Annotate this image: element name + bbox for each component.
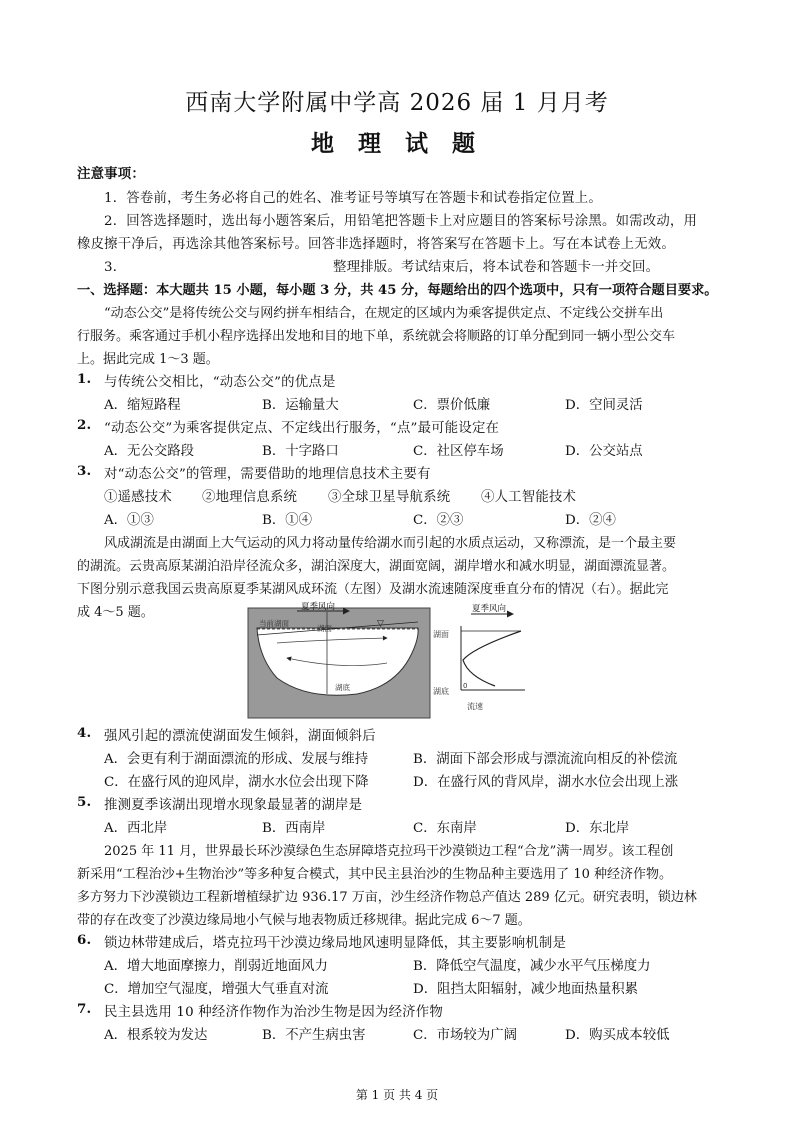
zero-label: 0 — [463, 682, 468, 690]
velocity-profile-diagram — [433, 598, 533, 714]
option-c[interactable]: C．在盛行风的迎风岸，湖水水位会出现下降 — [104, 775, 369, 790]
item-4: ④人工智能技术 — [481, 490, 577, 505]
water-level-symbol: ▽ — [377, 619, 384, 629]
notice-item: 橡皮擦干净后，再选涂其他答案标号。回答非选择题时，将答案写在答题卡上。写在本试卷上无效。 — [77, 237, 675, 252]
option-a[interactable]: A．会更有利于湖面漂流的形成、发展与维持 — [104, 752, 369, 767]
option-c[interactable]: C．②③ — [413, 513, 464, 528]
item-3: ③全球卫星导航系统 — [328, 490, 451, 505]
question-number: 5. — [77, 794, 92, 810]
option-d[interactable]: D．阻挡太阳辐射，减少地面热量积累 — [413, 982, 638, 997]
option-c[interactable]: C．东南岸 — [413, 821, 477, 836]
option-b[interactable]: B．西南岸 — [262, 821, 326, 836]
option-d[interactable]: D．公交站点 — [565, 444, 643, 459]
option-d[interactable]: D．在盛行风的背风岸，湖水水位会出现上涨 — [413, 775, 679, 790]
notice-item: 整理排版。考试结束后，将本试卷和答题卡一并交回。 — [333, 260, 660, 275]
wind-label: 夏季风向 — [472, 604, 507, 614]
item-2: ②地理信息系统 — [202, 490, 298, 505]
velocity-curve — [463, 631, 521, 686]
option-b[interactable]: B．运输量大 — [262, 398, 339, 413]
option-d[interactable]: D．②④ — [565, 513, 616, 528]
wind-label: 夏季风向 — [301, 602, 336, 612]
passage-line: 2025 年 11 月，世界最长环沙漠绿色生态屏障塔克拉玛干沙漠锁边工程“合龙”满一周岁。该工程创 — [104, 844, 674, 859]
notice-item: 3． — [104, 260, 127, 275]
option-a[interactable]: A．①③ — [104, 513, 154, 528]
question-stem: 与传统公交相比，“动态公交”的优点是 — [104, 375, 336, 390]
question-number: 1. — [77, 371, 92, 387]
notice-item: 1．答卷前，考生务必将自己的姓名、准考证号等填写在答题卡和试卷指定位置上。 — [104, 191, 602, 206]
option-c[interactable]: C．社区停车场 — [413, 444, 504, 459]
passage-line: 新采用“工程治沙+生物治沙”等多种复合模式，其中民主县治沙的生物品种主要选用了 10 种经济作物。 — [77, 867, 672, 882]
option-a[interactable]: A．增大地面摩擦力，削弱近地面风力 — [104, 959, 328, 974]
question-number: 4. — [77, 725, 92, 741]
question-number: 6. — [77, 932, 92, 948]
option-b[interactable]: B．降低空气温度，减少水平气压梯度力 — [413, 959, 651, 974]
question-stem: 锁边林带建成后，塔克拉玛干沙漠边缘局地风速明显降低，其主要影响机制是 — [104, 936, 567, 951]
option-b[interactable]: B．不产生病虫害 — [262, 1028, 366, 1043]
notice-item: 2．回答选择题时，选出每小题答案后，用铅笔把答题卡上对应题目的答案标号涂黑。如需改动，用 — [104, 214, 698, 229]
bottom-label: 湖底 — [433, 687, 449, 696]
option-d[interactable]: D．空间灵活 — [565, 398, 643, 413]
passage-line: 上。据此完成 1～3 题。 — [77, 352, 219, 367]
passage-line: 风成湖流是由湖面上大气运动的风力将动量传给湖水而引起的水质点运动，又称漂流，是一个最主要 — [104, 536, 677, 551]
passage-line: “动态公交”是将传统公交与网约拼车相结合，在规定的区域内为乘客提供定点、不定线公交拼车出 — [104, 306, 664, 321]
lake-circulation-diagram — [247, 598, 432, 720]
passage-line: 下图分别示意我国云贵高原夏季某湖风成环流（左图）及湖水流速随深度垂直分布的情况（右）。据此完 — [77, 582, 669, 597]
option-d[interactable]: D．东北岸 — [565, 821, 630, 836]
question-stem: 对“动态公交”的管理，需要借助的地理信息技术主要有 — [104, 467, 431, 482]
question-stem: 强风引起的漂流使湖面发生倾斜，湖面倾斜后 — [104, 729, 376, 744]
option-d[interactable]: D．购买成本较低 — [565, 1028, 670, 1043]
page-footer: 第 1 页 共 4 页 — [355, 1088, 439, 1102]
question-number: 7. — [77, 1001, 92, 1017]
mid-label: 湖面 — [317, 624, 332, 633]
option-a[interactable]: A．无公交路段 — [104, 444, 195, 459]
question-stem: 民主县选用 10 种经济作物作为治沙生物是因为经济作物 — [104, 1005, 443, 1020]
option-a[interactable]: A．缩短路程 — [104, 398, 181, 413]
option-b[interactable]: B．湖面下部会形成与漂流流向相反的补偿流 — [413, 752, 678, 767]
passage-line: 行服务。乘客通过手机小程序选择出发地和目的地下单，系统就会将顺路的订单分配到同一辆小型公交车 — [77, 329, 676, 344]
surface-label: 湖面 — [433, 630, 449, 639]
option-b[interactable]: B．十字路口 — [262, 444, 339, 459]
option-c[interactable]: C．增加空气湿度，增强大气垂直对流 — [104, 982, 329, 997]
option-c[interactable]: C．票价低廉 — [413, 398, 491, 413]
passage-line: 成 4～5 题。 — [77, 605, 154, 620]
question-stem: 推测夏季该湖出现增水现象最显著的湖岸是 — [104, 798, 363, 813]
section-heading: 一、选择题：本大题共 15 小题，每小题 3 分，共 45 分，每题给出的四个选项中，只有一项符合题目要求。 — [77, 283, 718, 298]
x-axis-label: 流速 — [467, 702, 483, 711]
question-stem: “动态公交”为乘客提供定点、不定线出行服务，“点”最可能设定在 — [104, 421, 500, 436]
option-a[interactable]: A．西北岸 — [104, 821, 168, 836]
surface-label: 当前湖面 — [259, 619, 289, 628]
option-a[interactable]: A．根系较为发达 — [104, 1028, 208, 1043]
notice-heading: 注意事项： — [77, 166, 145, 182]
option-b[interactable]: B．①④ — [262, 513, 313, 528]
item-1: ①遥感技术 — [104, 490, 172, 505]
question-number: 2. — [77, 417, 92, 433]
subject-title: 地 理 试 题 — [310, 130, 484, 157]
passage-line: 带的存在改变了沙漠边缘局地小气候与地表物质迁移规律。据此完成 6～7 题。 — [77, 913, 531, 928]
passage-line: 多方努力下沙漠锁边工程新增植绿扩边 936.17 万亩，沙生经济作物总产值达 289 亿元。研究表明，锁边林 — [77, 890, 697, 905]
bottom-label: 湖底 — [335, 683, 350, 692]
passage-line: 的湖流。云贵高原某湖泊沿岸径流众多，湖泊深度大，湖面宽阔，湖岸增水和减水明显，湖面漂流显著。 — [77, 559, 676, 574]
page-title: 西南大学附属中学高 2026 届 1 月月考 — [185, 90, 609, 116]
question-number: 3. — [77, 463, 92, 479]
option-c[interactable]: C．市场较为广阔 — [413, 1028, 517, 1043]
